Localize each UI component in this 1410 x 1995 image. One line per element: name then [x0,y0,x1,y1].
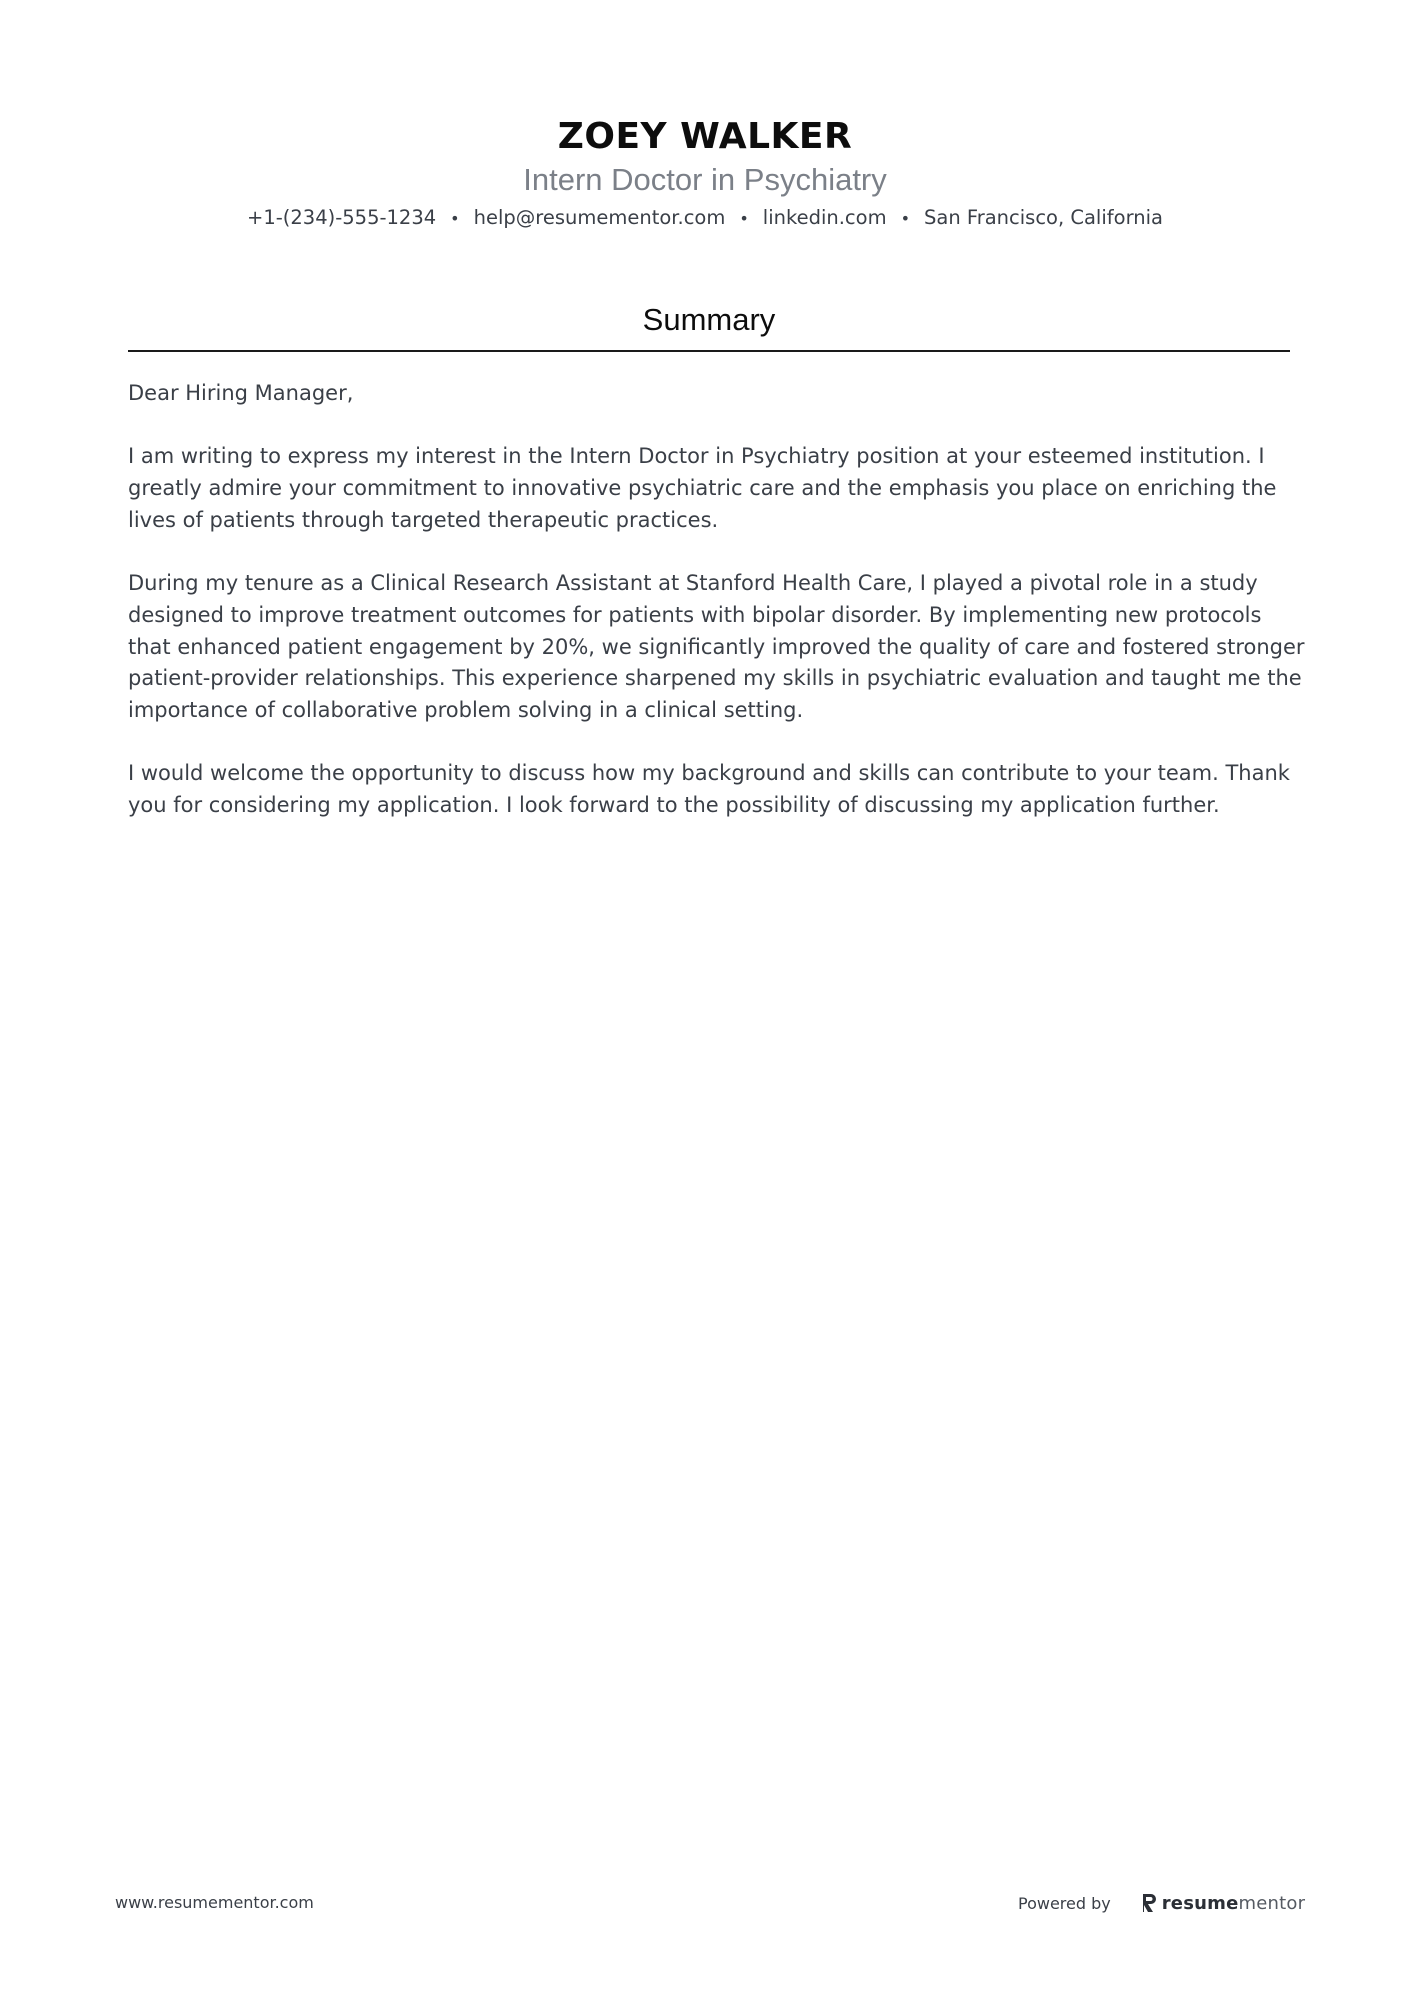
powered-by-label: Powered by [1018,1893,1111,1913]
letter-paragraph: During my tenure as a Clinical Research Assistant at Stanford Health Care, I played a pivotal role in a study designed to improve treatment outcomes for patients with bipolar disorder. By implementing new protocols that enhanced patient engagement by 20%, we significantly improved the quality of care and fostered stronger patient-provider relationships. This experience sharpened my skills in psychiatric evaluation and taught me the importance of collaborative problem solving in a clinical setting. [128,571,1305,722]
contact-line [0,204,1410,233]
section-heading-summary: Summary [642,302,776,337]
bullet-separator: • [900,209,911,228]
footer-powered-by [1018,1888,1305,1918]
brand-wordmark-bold: resume [1161,1892,1239,1914]
candidate-title: Intern Doctor in Psychiatry [523,162,887,197]
letter-salutation: Dear Hiring Manager, [128,381,354,405]
header [0,112,1410,233]
footer-website[interactable]: www.resumementor.com [115,1893,314,1912]
section-divider [128,350,1290,352]
contact-linkedin[interactable]: linkedin.com [762,206,887,229]
brand-wordmark-light: mentor [1238,1892,1306,1914]
contact-phone: +1-(234)-555-1234 [247,206,437,229]
contact-email[interactable]: help@resumementor.com [473,206,726,229]
letter-paragraph: I would welcome the opportunity to discuss how my background and skills can contribute to your team. Thank you for considering my application. I look forward to the possibility of discussing my application further. [128,761,1290,818]
bullet-separator: • [739,209,749,228]
bullet-separator: • [450,209,460,228]
letter-body [128,378,1308,853]
resumementor-logo-icon [1141,1893,1157,1913]
brand-wordmark [1162,1893,1305,1914]
brand-logo[interactable] [1141,1893,1305,1914]
contact-location: San Francisco, California [924,206,1163,229]
candidate-name: ZOEY WALKER [557,116,853,157]
letter-paragraph: I am writing to express my interest in the Intern Doctor in Psychiatry position at your esteemed institution. I greatly admire your commitment to innovative psychiatric care and the emphasis you place on enriching the lives of patients through targeted therapeutic practices. [128,444,1277,532]
